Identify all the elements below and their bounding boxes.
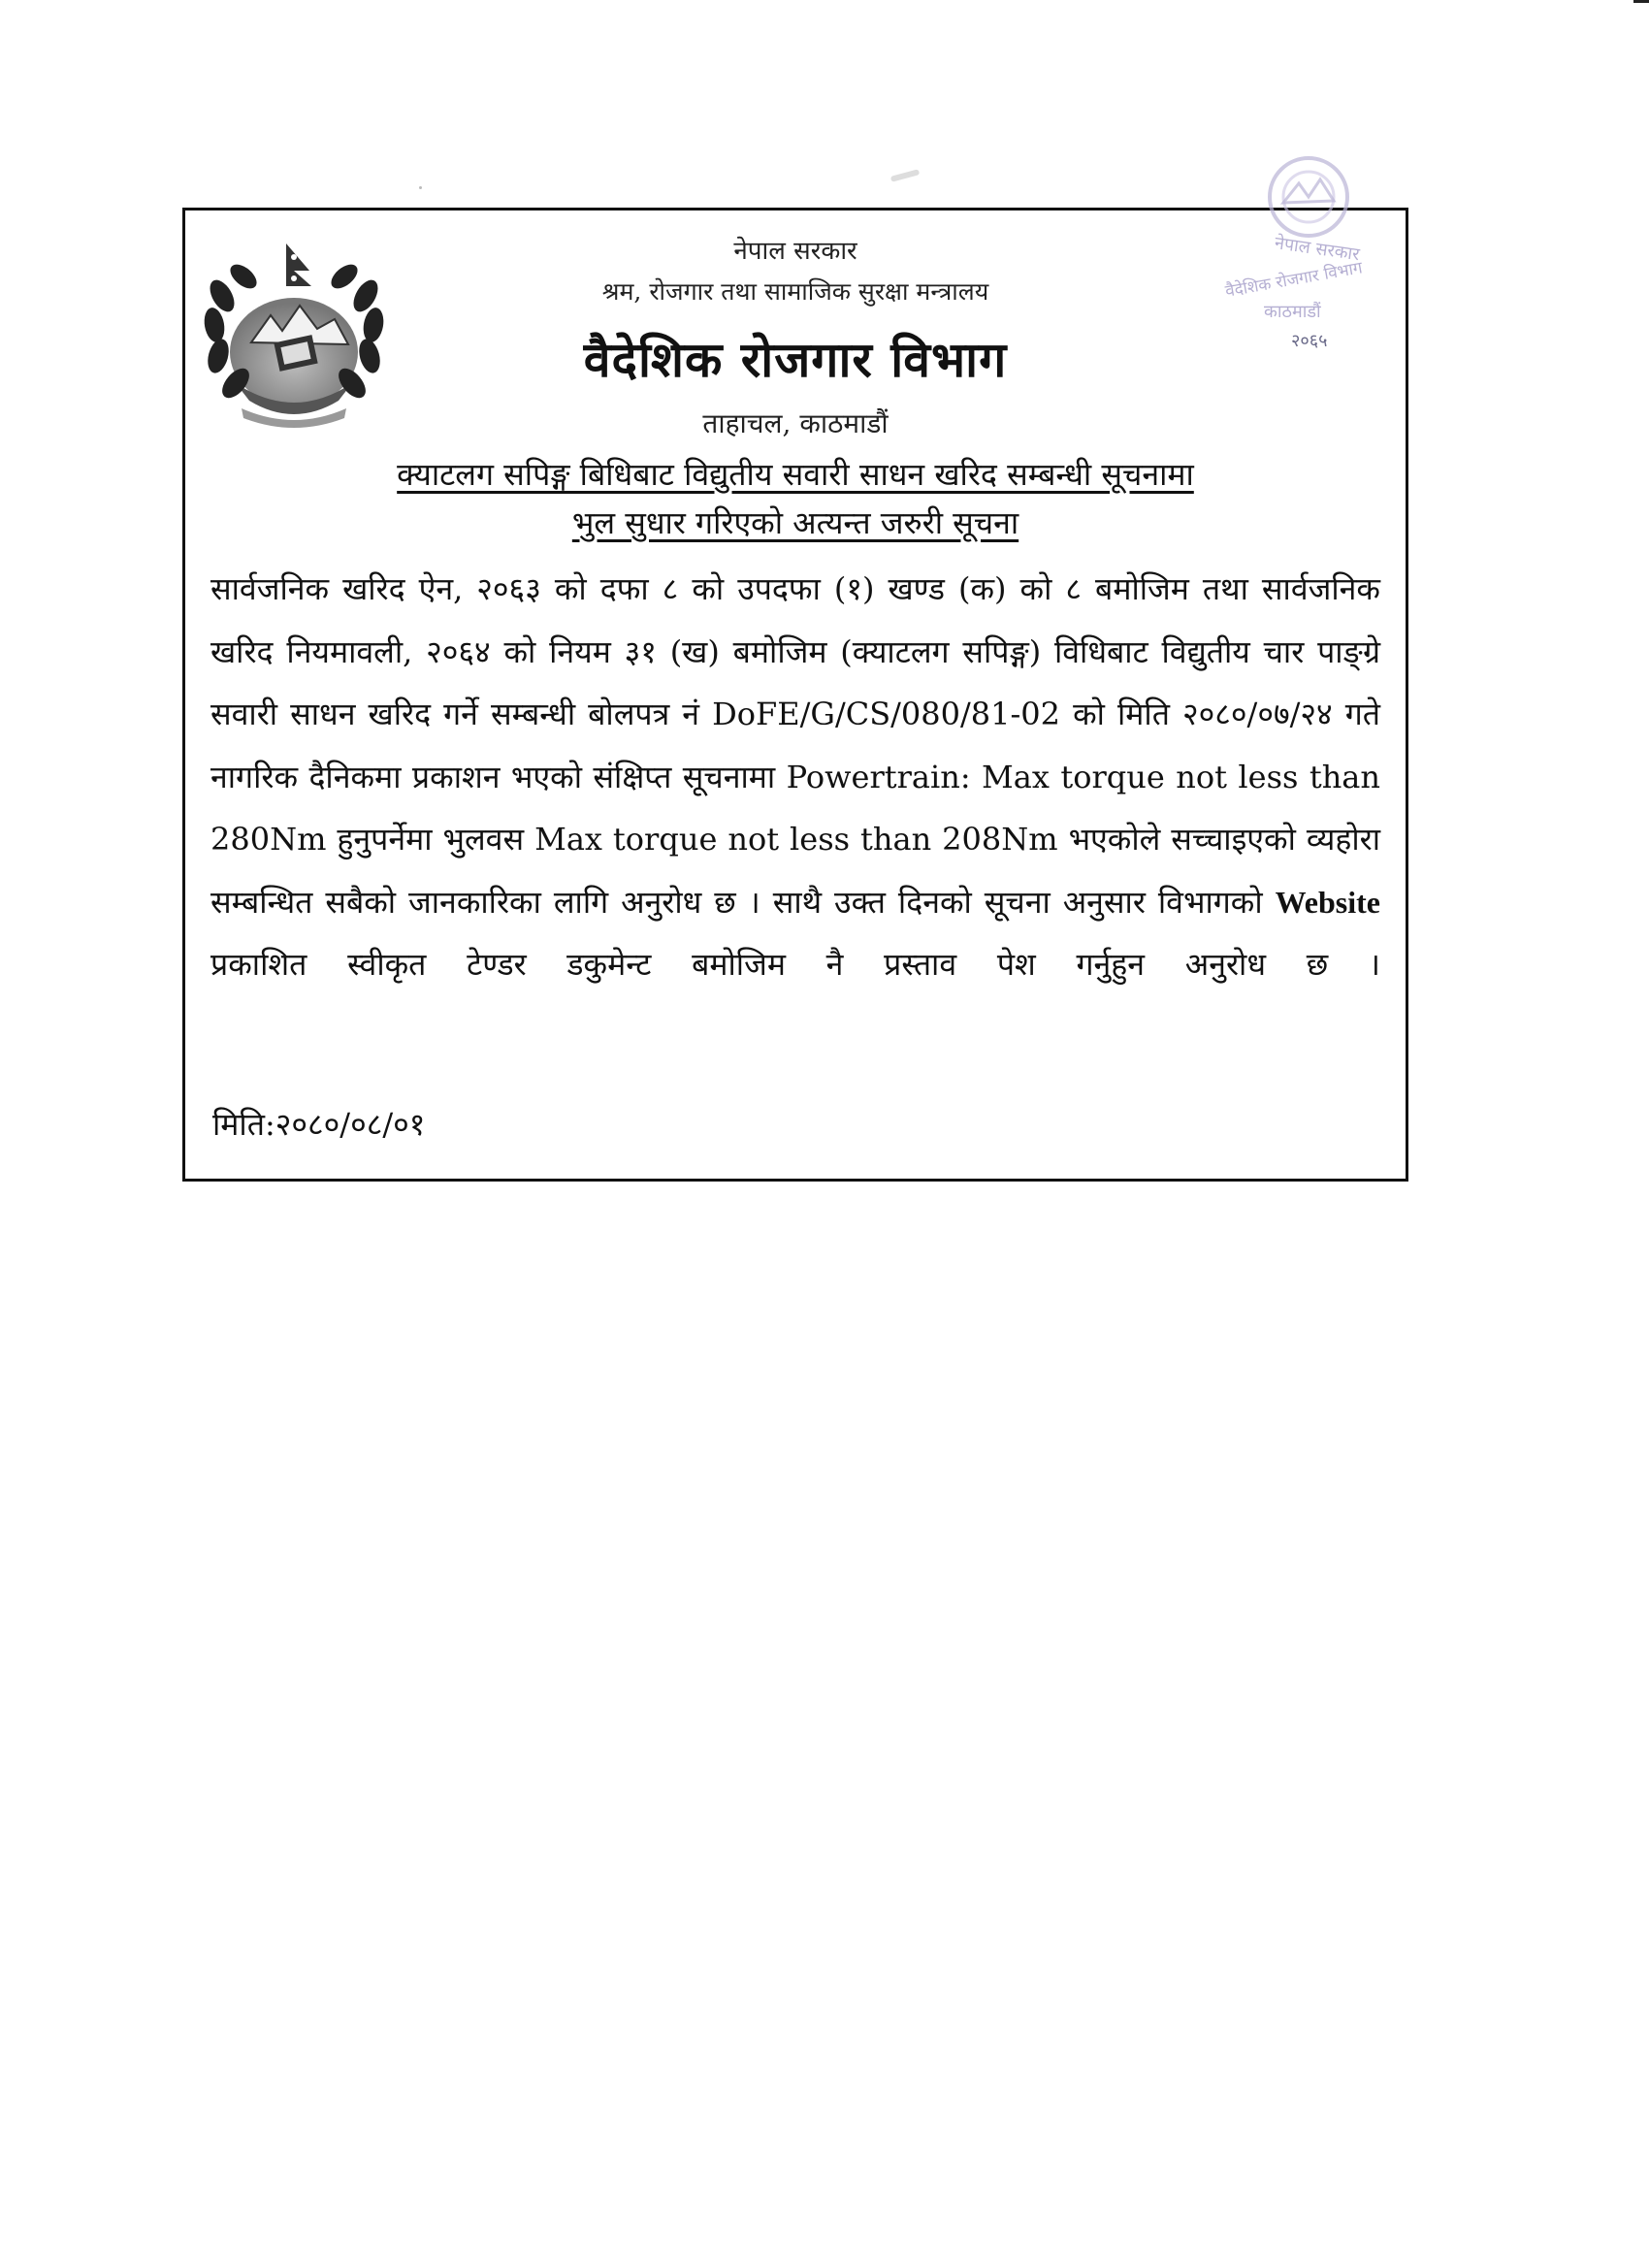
subject-line-2: भुल सुधार गरिएको अत्यन्त जरुरी सूचना bbox=[571, 504, 1019, 541]
department-address: ताहाचल, काठमाडौं bbox=[702, 407, 889, 439]
website-word: Website bbox=[1275, 884, 1380, 920]
stamp-line-1: नेपाल सरकार bbox=[1273, 233, 1361, 266]
scan-dot bbox=[419, 186, 422, 189]
notice-body-part-2: प्रकाशित स्वीकृत टेण्डर डकुमेन्ट बमोजिम नै प्रस्ताव पेश गर्नुहुन अनुरोध छ । bbox=[210, 946, 1380, 983]
stamp-line-2: वैदेशिक रोजगार विभाग bbox=[1223, 258, 1364, 302]
stamp-line-3: काठमाडौं bbox=[1264, 302, 1321, 322]
notice-box bbox=[182, 208, 1408, 1182]
subject-line-1: क्याटलग सपिङ्ग बिधिबाट विद्युतीय सवारी साधन खरिद सम्बन्धी सूचनामा bbox=[397, 456, 1194, 493]
notice-body bbox=[210, 558, 1380, 996]
government-name: नेपाल सरकार bbox=[733, 237, 857, 266]
scan-smudge bbox=[890, 169, 921, 182]
notice-body-part-1: सार्वजनिक खरिद ऐन, २०६३ को दफा ८ को उपदफा (१) खण्ड (क) को ८ बमोजिम तथा सार्वजनिक खरिद नियमावली, २०६४ को नियम ३१ (ख) बमोजिम (क्याटलग सपिङ्ग) विधिबाट विद्युतीय चार पाङ्ग्रे सवारी साधन खरिद गर्ने सम्बन्धी बोलपत्र नं DoFE/G/CS/080/81-02 को मिति २०८०/०७/२४ गते नागरिक दैनिकमा प्रकाशन भएको संक्षिप्त सूचनामा Powertrain: Max torque not less than 280Nm हुनुपर्नेमा भुलवस Max torque not less than 208Nm भएकोले सच्चाइएको व्यहोरा सम्बन्धित सबैको जानकारिका लागि अनुरोध छ । साथै उक्त दिनको सूचना अनुसार विभागको bbox=[210, 570, 1380, 921]
department-title: वैदेशिक रोजगार विभाग bbox=[583, 331, 1008, 388]
stamp-number: २०६५ bbox=[1291, 331, 1328, 351]
ministry-name: श्रम, रोजगार तथा सामाजिक सुरक्षा मन्त्रालय bbox=[601, 277, 989, 306]
scan-corner-mark bbox=[1633, 0, 1649, 3]
notice-date: मिति:२०८०/०८/०१ bbox=[212, 1106, 426, 1143]
